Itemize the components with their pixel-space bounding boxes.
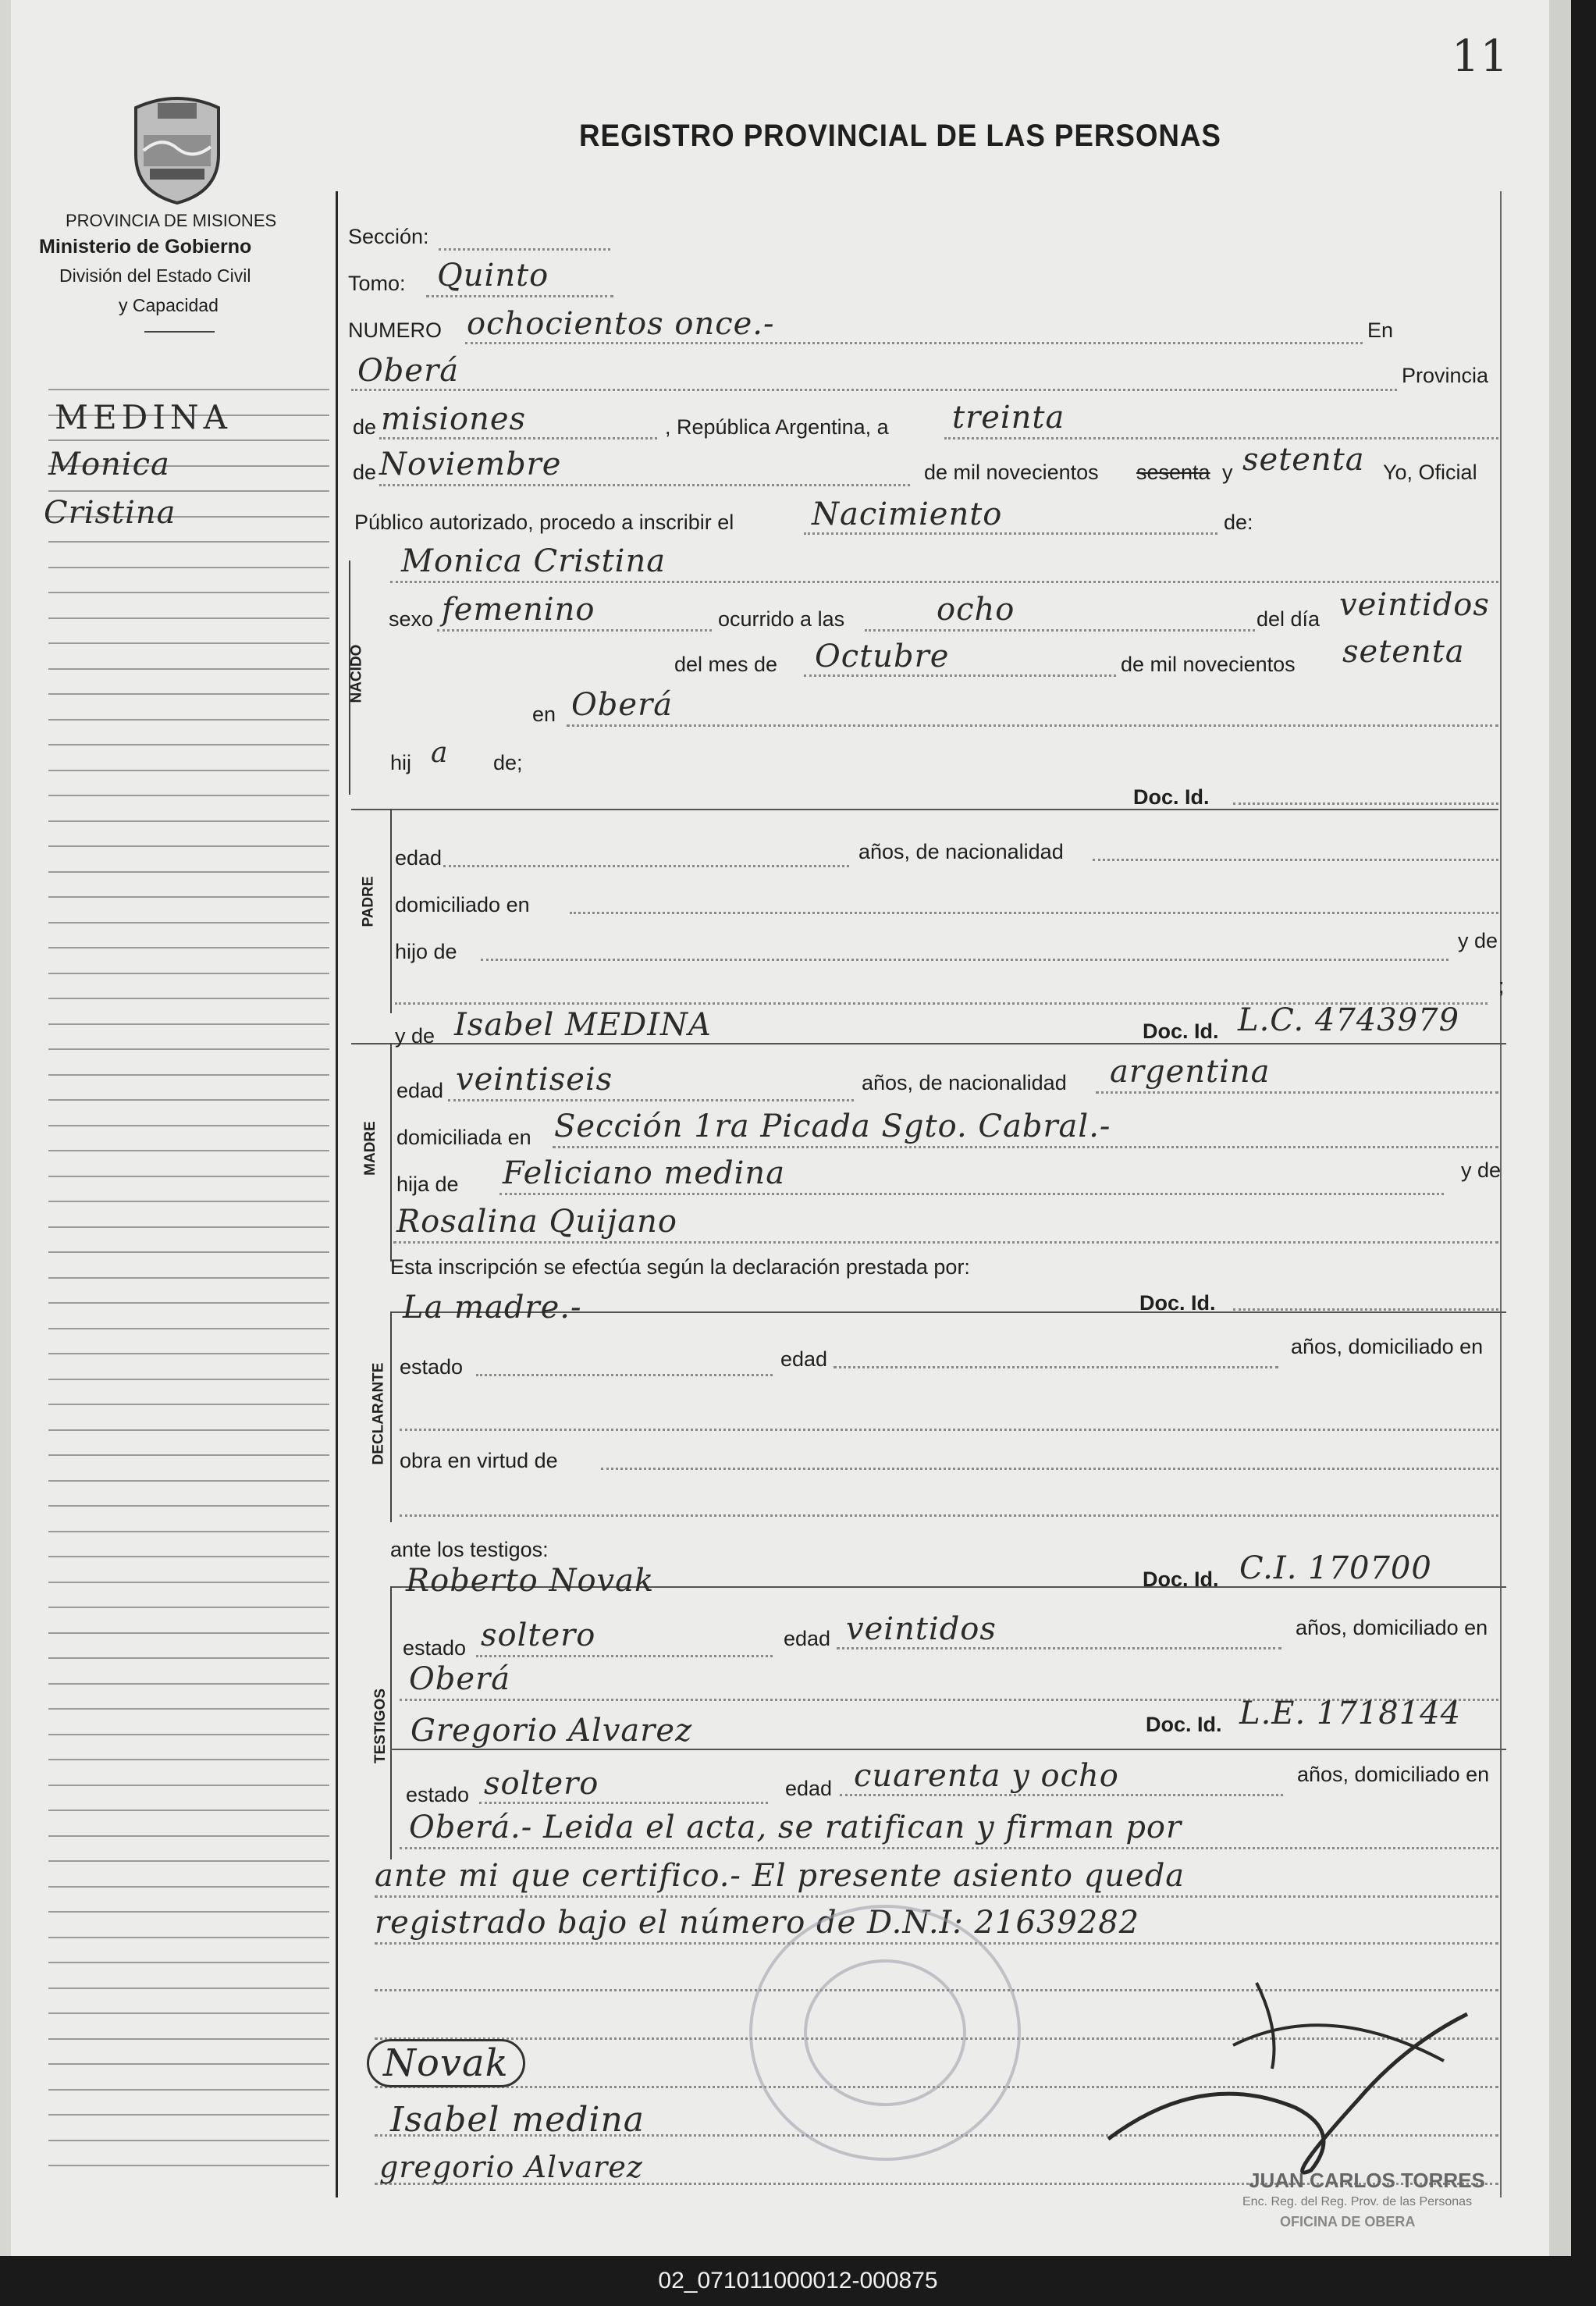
padre-y-de-label: y de — [1458, 929, 1498, 952]
margin-ruled-line — [48, 1201, 329, 1202]
image-id-footer: 02_071011000012-000875 — [658, 2268, 938, 2294]
hij-suffix-value: a — [431, 737, 449, 769]
testigo1-edad-label: edad — [784, 1627, 831, 1650]
margin-ruled-line — [48, 1505, 329, 1507]
testigo1-doc-label: Doc. Id. — [1143, 1568, 1219, 1591]
padre-doc-label: Doc. Id. — [1133, 785, 1210, 809]
testigo2-edad-label: edad — [785, 1777, 833, 1800]
en-label-2: en — [532, 703, 556, 726]
ministry-label: Ministerio de Gobierno — [39, 236, 252, 258]
inscripcion-label: Esta inscripción se efectúa según la declaración prestada por: — [390, 1255, 970, 1279]
margin-ruled-line — [48, 439, 329, 441]
de-mil-label: de mil novecientos — [924, 461, 1099, 484]
madre-y-de-label: y de — [395, 1024, 435, 1048]
margin-ruled-line — [48, 490, 329, 492]
anio-nac-value: setenta — [1342, 634, 1465, 670]
del-dia-label: del día — [1257, 607, 1321, 631]
margin-ruled-line — [48, 1023, 329, 1025]
obra-label: obra en virtud de — [400, 1449, 558, 1472]
margin-ruled-line — [48, 1860, 329, 1862]
signature-witness-1: Novak — [367, 2039, 525, 2087]
testigo2-doc-value: L.E. 1718144 — [1239, 1696, 1462, 1731]
cierre-linea-1: Oberá.- Leida el acta, se ratifican y firman por — [409, 1810, 1182, 1845]
madre-nac-label: años, de nacionalidad — [862, 1071, 1067, 1094]
page-title: REGISTRO PROVINCIAL DE LAS PERSONAS — [579, 119, 1221, 153]
margin-ruled-line — [48, 567, 329, 568]
numero-value: ochocientos once.- — [467, 306, 775, 342]
testigo2-doc-label: Doc. Id. — [1146, 1713, 1222, 1736]
division-label: División del Estado Civil — [59, 265, 251, 286]
margin-ruled-line — [48, 1759, 329, 1760]
margin-ruled-line — [48, 1835, 329, 1837]
y-label: y — [1222, 461, 1233, 484]
margin-ruled-line — [48, 1556, 329, 1557]
ocurrido-label: ocurrido a las — [718, 607, 845, 631]
en-label: En — [1367, 318, 1394, 342]
declarante-edad-label: edad — [780, 1347, 828, 1371]
margin-ruled-line — [48, 1657, 329, 1659]
madre-domicilio-value: Sección 1ra Picada Sgto. Cabral.- — [554, 1109, 1111, 1144]
margin-ruled-line — [48, 2165, 329, 2166]
header-divider — [144, 331, 215, 333]
margin-ruled-line — [48, 845, 329, 847]
margin-ruled-line — [48, 1099, 329, 1101]
testigo2-estado-value: soltero — [484, 1766, 599, 1802]
testigo2-value: Gregorio Alvarez — [411, 1713, 693, 1749]
testigo2-estado-label: estado — [406, 1783, 470, 1806]
madre-madre-value: Rosalina Quijano — [396, 1204, 677, 1240]
mes-nac-value: Octubre — [815, 639, 950, 674]
page-spine — [0, 0, 11, 2256]
madre-domicilio-label: domiciliada en — [396, 1126, 531, 1149]
padre-hijo-label: hijo de — [395, 940, 457, 963]
provincia-label: Provincia — [1402, 364, 1489, 387]
margin-ruled-line — [48, 1429, 329, 1431]
ciudad-value: Oberá — [357, 353, 460, 389]
testigos-side-label: TESTIGOS — [372, 1688, 389, 1764]
signature-declarant: Isabel medina — [390, 2100, 645, 2140]
margin-ruled-line — [48, 1404, 329, 1405]
margin-ruled-line — [48, 1683, 329, 1685]
hij-label: hij — [390, 751, 412, 774]
margin-ruled-line — [48, 820, 329, 822]
tomo-value: Quinto — [437, 258, 549, 294]
margin-ruled-line — [48, 1150, 329, 1151]
de-semicolon-label: de; — [493, 751, 523, 774]
ante-testigos-label: ante los testigos: — [390, 1538, 549, 1561]
testigo1-doc-value: C.I. 170700 — [1239, 1550, 1432, 1586]
anio-value: setenta — [1242, 442, 1365, 478]
testigo1-estado-value: soltero — [481, 1617, 596, 1653]
testigo2-domicilio-label: años, domiciliado en — [1297, 1763, 1490, 1786]
margin-ruled-line — [48, 896, 329, 898]
margin-ruled-line — [48, 1251, 329, 1253]
dia-value: treinta — [952, 400, 1065, 436]
madre-nac-value: argentina — [1110, 1054, 1271, 1090]
de-label-2: de — [353, 461, 377, 484]
declarante-value: La madre.- — [403, 1290, 582, 1326]
margin-ruled-line — [48, 1048, 329, 1050]
numero-label: NUMERO — [348, 318, 442, 342]
margin-ruled-line — [48, 1708, 329, 1710]
margin-ruled-line — [48, 1607, 329, 1608]
cierre-linea-2: ante mi que certifico.- El presente asiento queda — [375, 1858, 1185, 1894]
madre-doc-label: Doc. Id. — [1143, 1020, 1219, 1043]
margin-ruled-line — [48, 1226, 329, 1228]
testigo1-edad-value: veintidos — [846, 1611, 997, 1647]
margin-ruled-line — [48, 998, 329, 999]
margin-ruled-line — [48, 795, 329, 796]
signature-witness-2: gregorio Alvarez — [379, 2150, 643, 2184]
madre-doc-value: L.C. 4743979 — [1238, 1002, 1460, 1038]
testigo1-domicilio-label: años, domiciliado en — [1296, 1616, 1488, 1639]
provincial-coat-of-arms-icon — [126, 92, 228, 205]
margin-ruled-line — [48, 642, 329, 644]
margin-ruled-line — [48, 1302, 329, 1304]
margin-ruled-line — [48, 770, 329, 771]
page-number: 11 — [1452, 31, 1509, 82]
margin-ruled-line — [48, 1531, 329, 1532]
tomo-label: Tomo: — [348, 272, 406, 295]
testigo1-value: Roberto Novak — [406, 1563, 655, 1599]
padre-domicilio-label: domiciliado en — [395, 893, 530, 916]
del-mes-label: del mes de — [674, 653, 778, 676]
margin-ruled-line — [48, 2140, 329, 2141]
officer-title: Enc. Reg. del Reg. Prov. de las Personas — [1242, 2195, 1473, 2208]
padre-edad-label: edad — [395, 846, 443, 870]
publico-label: Público autorizado, procedo a inscribir el — [354, 511, 734, 534]
margin-ruled-line — [48, 973, 329, 974]
margin-rule — [336, 191, 338, 2197]
margin-name-2: Cristina — [44, 495, 176, 531]
margin-ruled-line — [48, 1454, 329, 1456]
sexo-value: femenino — [442, 592, 595, 628]
margin-ruled-line — [48, 1632, 329, 1634]
margin-ruled-line — [48, 871, 329, 873]
margin-ruled-line — [48, 1988, 329, 1989]
declarante-estado-label: estado — [400, 1355, 464, 1379]
dia-nac-value: veintidos — [1339, 587, 1490, 623]
nombre-value: Monica Cristina — [401, 543, 666, 579]
margin-ruled-line — [48, 1810, 329, 1811]
margin-ruled-line — [48, 1785, 329, 1786]
margin-ruled-line — [48, 1125, 329, 1126]
officer-name: JUAN CARLOS TORRES — [1249, 2169, 1485, 2192]
margin-ruled-line — [48, 1937, 329, 1938]
seccion-label: Sección: — [348, 225, 429, 248]
testigo1-estado-label: estado — [403, 1636, 467, 1660]
de-mil-label-2: de mil novecientos — [1121, 653, 1296, 676]
madre-side-label: MADRE — [361, 1121, 379, 1176]
lugar-nac-value: Oberá — [571, 687, 674, 723]
sexo-label: sexo — [389, 607, 434, 631]
officer-signature-icon — [1077, 1952, 1483, 2201]
sesenta-label: sesenta — [1136, 461, 1210, 484]
declarante-side-label: DECLARANTE — [370, 1362, 387, 1465]
margin-ruled-line — [48, 1734, 329, 1735]
margin-ruled-line — [48, 617, 329, 619]
margin-ruled-line — [48, 2089, 329, 2091]
provincia-value: misiones — [381, 401, 527, 437]
yo-oficial-label: Yo, Oficial — [1383, 461, 1477, 484]
margin-ruled-line — [48, 1176, 329, 1177]
padre-nac-label: años, de nacionalidad — [858, 840, 1064, 863]
margin-ruled-line — [48, 1379, 329, 1380]
margin-ruled-line — [48, 668, 329, 670]
margin-ruled-line — [48, 1962, 329, 1963]
margin-ruled-line — [48, 1353, 329, 1354]
padre-side-label: PADRE — [360, 876, 377, 927]
testigo1-dom-value: Oberá — [409, 1661, 511, 1697]
margin-ruled-line — [48, 1277, 329, 1279]
margin-surname: MEDINA — [55, 398, 233, 436]
mes-value: Noviembre — [379, 447, 562, 482]
madre-edad-label: edad — [396, 1079, 444, 1102]
margin-ruled-line — [48, 2038, 329, 2040]
declarante-doc-label: Doc. Id. — [1139, 1291, 1216, 1315]
margin-ruled-line — [48, 693, 329, 695]
margin-name-1: Monica — [48, 447, 170, 482]
province-label: PROVINCIA DE MISIONES — [66, 211, 277, 230]
hora-value: ocho — [937, 592, 1015, 628]
division-label-2: y Capacidad — [119, 295, 219, 315]
republica-label: , República Argentina, a — [665, 415, 889, 439]
padre-semicolon: ; — [1498, 974, 1505, 998]
madre-y-de-label-2: y de — [1461, 1158, 1502, 1182]
margin-ruled-line — [48, 389, 329, 390]
madre-nombre-value: Isabel MEDINA — [454, 1007, 712, 1043]
margin-ruled-line — [48, 2063, 329, 2065]
margin-ruled-line — [48, 719, 329, 721]
de-colon-label: de: — [1224, 511, 1253, 534]
officer-office: OFICINA DE OBERA — [1280, 2214, 1416, 2229]
de-label: de — [353, 415, 377, 439]
cierre-linea-3: registrado bajo el número de D.N.I: 21639282 — [375, 1905, 1140, 1941]
testigo2-edad-value: cuarenta y ocho — [854, 1758, 1119, 1794]
madre-padre-value: Feliciano medina — [503, 1155, 786, 1191]
nacido-side-label: NACIDO — [348, 644, 365, 703]
margin-ruled-line — [48, 2114, 329, 2116]
madre-edad-value: veintiseis — [456, 1062, 613, 1098]
margin-ruled-line — [48, 947, 329, 948]
margin-ruled-line — [48, 1582, 329, 1583]
madre-hija-label: hija de — [396, 1173, 459, 1196]
declarante-domicilio-label: años, domiciliado en — [1291, 1335, 1484, 1358]
margin-ruled-line — [48, 1480, 329, 1482]
margin-ruled-line — [48, 541, 329, 543]
margin-ruled-line — [48, 592, 329, 593]
margin-ruled-line — [48, 1328, 329, 1329]
right-rule — [1500, 191, 1502, 2197]
official-stamp-inner — [804, 1959, 966, 2106]
acto-value: Nacimiento — [812, 496, 1003, 532]
margin-ruled-line — [48, 1074, 329, 1076]
margin-ruled-line — [48, 744, 329, 746]
margin-ruled-line — [48, 1886, 329, 1888]
margin-ruled-line — [48, 1911, 329, 1913]
margin-ruled-line — [48, 922, 329, 923]
margin-ruled-line — [48, 2012, 329, 2014]
